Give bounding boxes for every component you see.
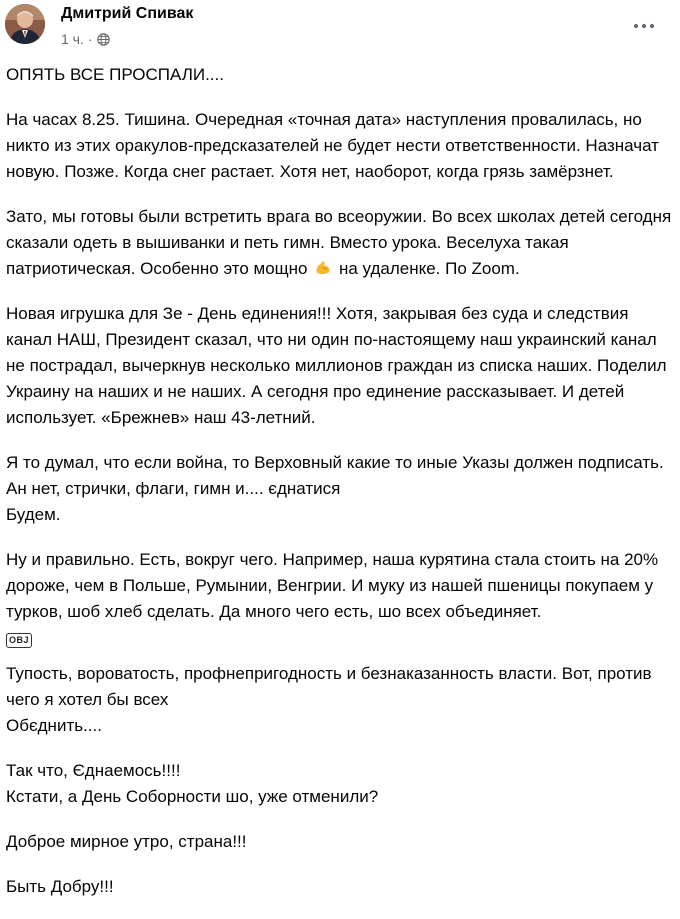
post-meta — [61, 31, 110, 47]
author-name-link[interactable]: Дмитрий Спивак — [61, 5, 194, 22]
post-paragraph: Доброе мирное утро, страна!!! — [6, 832, 247, 851]
post-paragraph — [6, 204, 674, 282]
post-body — [6, 62, 674, 919]
post-text: Кстати, а День Соборности шо, уже отменили? — [6, 787, 379, 806]
post-paragraph: ОПЯТЬ ВСЕ ПРОСПАЛИ.... — [6, 65, 224, 84]
post-paragraph — [6, 758, 674, 810]
post-paragraph — [6, 450, 674, 528]
post-text: Будем. — [6, 505, 61, 524]
avatar[interactable] — [5, 4, 45, 44]
post-text: Я то думал, что если война, то Верховный какие то иные Указы должен подписать. Ан нет, стрички, флаги, гимн и.... єднатися — [6, 453, 664, 498]
post-paragraph — [6, 547, 674, 651]
post-paragraph: На часах 8.25. Тишина. Очередная «точная дата» наступления провалилась, но никто из этих оракулов-предсказателей не будет нести ответственности. Назначат новую. Позже. Когда снег растает. Хотя нет, наоборот, когда грязь замёрзнет. — [6, 110, 659, 181]
flexed-biceps-icon — [314, 259, 332, 277]
meta-separator: · — [87, 31, 93, 47]
post-text: на удаленке. По Zoom. — [338, 259, 520, 278]
more-dot-icon — [650, 24, 654, 28]
post-paragraph — [6, 661, 674, 739]
post-paragraph: Быть Добру!!! — [6, 877, 114, 896]
post-text: Ну и правильно. Есть, вокруг чего. Например, наша курятина стала стоить на 20% дороже, чем в Польше, Румынии, Венгрии. И муку из нашей пшеницы покупаем у турков, шоб хлеб сделать. Да много чего есть, шо всех объединяет. — [6, 550, 659, 621]
more-options-button[interactable] — [626, 12, 662, 40]
obj-emoji-icon: OBJ — [6, 633, 32, 648]
globe-icon — [97, 33, 110, 46]
post-timestamp[interactable]: 1 ч. — [61, 31, 84, 47]
post-paragraph: Новая игрушка для Зе - День единения!!! Хотя, закрывая без суда и следствия канал НАШ, Президент сказал, что ни один по-настоящему наш украинский канал не пострадал, вычеркнув несколько миллионов граждан из списка наших. Поделил Украину на наших и не наших. А сегодня про единение рассказывает. И детей использует. «Брежнев» наш 43-летний. — [6, 304, 667, 427]
more-dot-icon — [634, 24, 638, 28]
post-text: Обєднить.... — [6, 716, 102, 735]
post-text: Так что, Єднаемось!!!! — [6, 761, 181, 780]
post-header — [0, 0, 680, 58]
post-text: Зато, мы готовы были встретить врага во всеоружии. Во всех школах детей сегодня сказали одеть в вышиванки и петь гимн. Вместо урока. Веселуха такая патриотическая. Особенно это мощно — [6, 207, 672, 278]
avatar-photo-icon — [5, 4, 45, 44]
more-dot-icon — [642, 24, 646, 28]
post-text: Тупость, вороватость, профнепригодность и безнаказанность власти. Вот, против чего я хотел бы всех — [6, 664, 652, 709]
